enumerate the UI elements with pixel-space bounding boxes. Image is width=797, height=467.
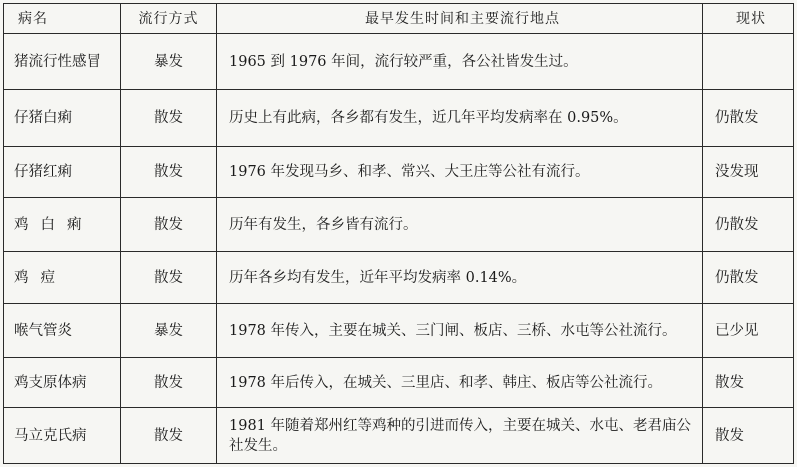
current-status: 仍散发	[703, 252, 794, 304]
table-row	[4, 408, 794, 464]
disease-name: 仔猪红痢	[4, 147, 121, 198]
origin-and-area: 1981 年随着郑州红等鸡种的引进而传入，主要在城关、水屯、老君庙公社发生。	[217, 408, 703, 464]
table-row	[4, 358, 794, 408]
header-spread-mode: 流行方式	[121, 4, 217, 34]
current-status: 没发现	[703, 147, 794, 198]
spread-mode: 散发	[121, 358, 217, 408]
table-row	[4, 252, 794, 304]
origin-and-area: 历史上有此病，各乡都有发生，近几年平均发病率在 0.95%。	[217, 90, 703, 147]
header-status: 现状	[703, 4, 794, 34]
current-status: 仍散发	[703, 198, 794, 252]
origin-and-area: 1965 到 1976 年间，流行较严重，各公社皆发生过。	[217, 34, 703, 90]
disease-name: 鸡支原体病	[4, 358, 121, 408]
origin-and-area: 1978 年后传入，在城关、三里店、和孝、韩庄、板店等公社流行。	[217, 358, 703, 408]
disease-name: 鸡痘	[4, 252, 121, 304]
spread-mode: 暴发	[121, 34, 217, 90]
disease-name: 马立克氏病	[4, 408, 121, 464]
disease-name: 仔猪白痢	[4, 90, 121, 147]
spread-mode: 散发	[121, 408, 217, 464]
disease-name: 喉气管炎	[4, 304, 121, 358]
current-status: 仍散发	[703, 90, 794, 147]
table-row	[4, 198, 794, 252]
table-row	[4, 90, 794, 147]
disease-name: 鸡白痢	[4, 198, 121, 252]
header-origin-and-area: 最早发生时间和主要流行地点	[217, 4, 703, 34]
current-status: 已少见	[703, 304, 794, 358]
disease-table	[3, 3, 794, 464]
header-row	[4, 4, 794, 34]
spread-mode: 散发	[121, 90, 217, 147]
table-row	[4, 304, 794, 358]
current-status	[703, 34, 794, 90]
origin-and-area: 历年各乡均有发生，近年平均发病率 0.14%。	[217, 252, 703, 304]
table-row	[4, 147, 794, 198]
disease-name: 猪流行性感冒	[4, 34, 121, 90]
spread-mode: 暴发	[121, 304, 217, 358]
origin-and-area: 1978 年传入，主要在城关、三门闸、板店、三桥、水屯等公社流行。	[217, 304, 703, 358]
header-disease-name: 病名	[4, 4, 121, 34]
spread-mode: 散发	[121, 252, 217, 304]
origin-and-area: 1976 年发现马乡、和孝、常兴、大王庄等公社有流行。	[217, 147, 703, 198]
table-row	[4, 34, 794, 90]
current-status: 散发	[703, 358, 794, 408]
spread-mode: 散发	[121, 147, 217, 198]
origin-and-area: 历年有发生，各乡皆有流行。	[217, 198, 703, 252]
spread-mode: 散发	[121, 198, 217, 252]
current-status: 散发	[703, 408, 794, 464]
